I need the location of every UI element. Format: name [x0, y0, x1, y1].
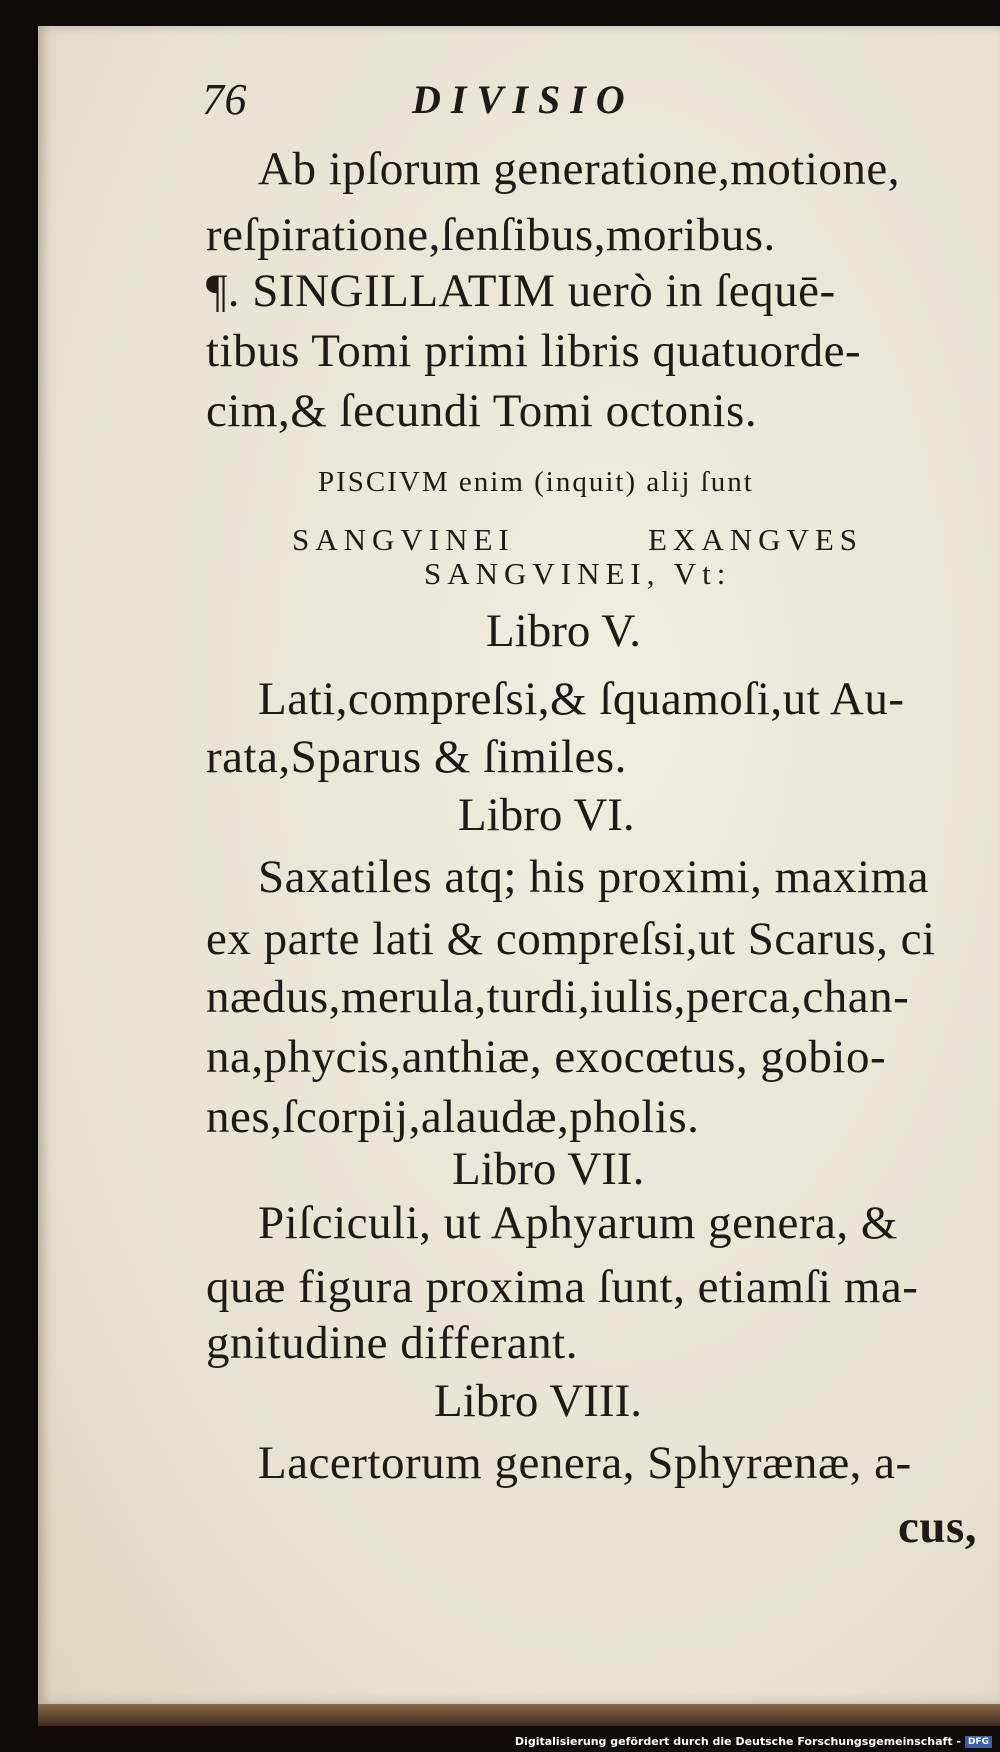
- page-number: 76: [202, 75, 247, 124]
- libro-vi-line-4: na,phycis,anthiæ, exocœtus, gobio-: [206, 1031, 887, 1083]
- libro-vi-line-2: ex parte lati & compreſsi,ut Scarus, ci: [206, 913, 936, 965]
- libro-vi-line-1: Saxatiles atq; his proximi, maxima: [258, 851, 929, 903]
- division-right: EXANGVES: [648, 522, 864, 557]
- page-bottom-edge: [38, 1704, 1000, 1726]
- division-intro: PISCIVM enim (inquit) alij ſunt: [318, 466, 754, 498]
- heading-libro-viii: Libro VIII.: [434, 1375, 642, 1427]
- text-line-1: Ab ipſorum generatione,motione,: [258, 143, 901, 195]
- division-sub: SANGVINEI, Vt:: [424, 556, 732, 591]
- running-title: D I V I S I O: [412, 77, 625, 122]
- text-line-3: ¶. SINGILLATIM uerò in ſequē-: [206, 265, 836, 317]
- libro-vi-line-5: nes,ſcorpij,alaudæ,pholis.: [206, 1091, 700, 1143]
- libro-vii-line-2: quæ figura proxima ſunt, etiamſi ma-: [206, 1261, 919, 1313]
- libro-vii-line-3: gnitudine differant.: [206, 1317, 578, 1369]
- heading-libro-v: Libro V.: [486, 605, 641, 657]
- libro-vii-line-1: Piſciculi, ut Aphyarum genera, &: [258, 1197, 898, 1249]
- text-line-5: cim,& ſecundi Tomi octonis.: [206, 385, 758, 437]
- heading-libro-vi: Libro VI.: [458, 789, 635, 841]
- dfg-logo: DFG: [965, 1736, 992, 1748]
- catchword: cus,: [898, 1501, 978, 1553]
- digitization-footer: [515, 1735, 992, 1748]
- footer-credit: Digitalisierung gefördert durch die Deutsche Forschungsgemeinschaft -: [514, 1735, 961, 1748]
- text-line-2: reſpiratione,ſenſibus,moribus.: [206, 209, 776, 261]
- libro-viii-line-1: Lacertorum genera, Sphyrænæ, a-: [258, 1437, 912, 1489]
- text-line-4: tibus Tomi primi libris quatuorde-: [206, 325, 862, 377]
- division-left: SANGVINEI: [292, 522, 515, 557]
- heading-libro-vii: Libro VII.: [452, 1143, 645, 1195]
- libro-v-line-1: Lati,compreſsi,& ſquamoſi,ut Au-: [258, 673, 905, 725]
- libro-vi-line-3: nædus,merula,turdi,iulis,perca,chan-: [206, 971, 910, 1023]
- libro-v-line-2: rata,Sparus & ſimiles.: [206, 731, 627, 783]
